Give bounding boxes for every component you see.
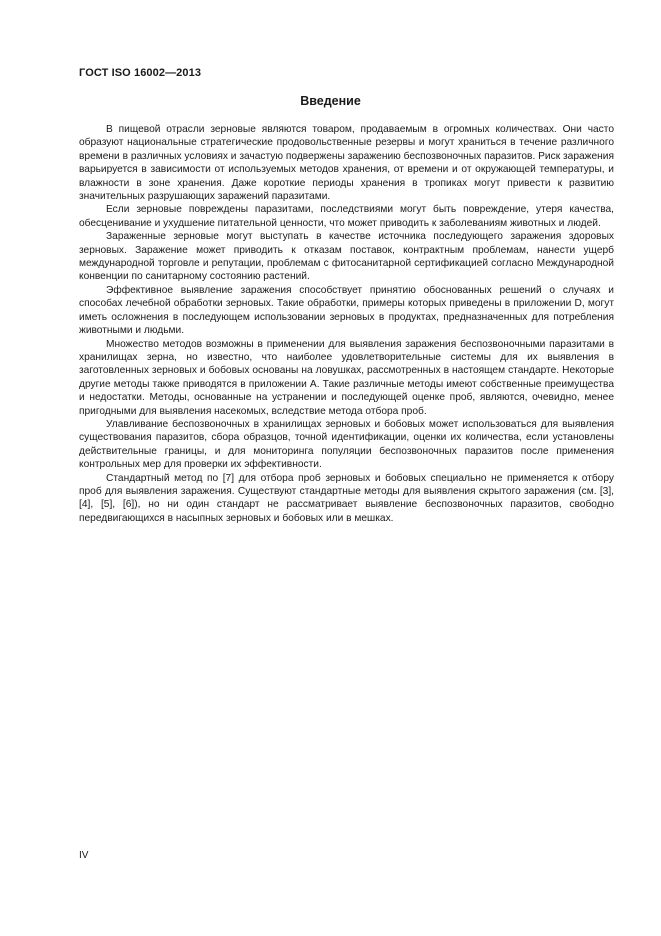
paragraph: Стандартный метод по [7] для отбора проб зерновых и бобовых специально не применяется к отбору проб для выявления заражения. Существуют стандартные методы для выявления скрытого заражения (см. [3], [4], [5], [6]), но ни один стандарт не рассматривает выявление беспозвоночных паразитов, свободно передвигающихся в насыпных зерновых и бобовых или в мешках. bbox=[79, 472, 614, 524]
section-title: Введение bbox=[300, 94, 361, 108]
paragraph: Эффективное выявление заражения способствует принятию обоснованных решений о случаях и способах лечебной обработки зерновых. Такие обработки, примеры которых приведены в приложении D, могут иметь осложнения в последующем использовании зерновых в продуктах, предназначенных для потребления животными и людьми. bbox=[79, 284, 614, 337]
standard-designation: ГОСТ ISO 16002—2013 bbox=[79, 67, 202, 79]
paragraph: Зараженные зерновые могут выступать в качестве источника последующего заражения здоровых зерновых. Заражение может приводить к отказам поставок, контрактным проблемам, нанести ущерб международной торговле и репутации, проблемам с фитосанитарной сертификацией согласно Международной конвенции по санитарному состоянию растений. bbox=[79, 231, 614, 283]
paragraph: Улавливание беспозвоночных в хранилищах зерновых и бобовых может использоваться для выявления существования паразитов, сбора образцов, точной идентификации, оценки их количества, если установлены действительные границы, и для мониторинга популяции беспозвоночных паразитов после применения контрольных мер для проверки их эффективности. bbox=[79, 418, 614, 471]
paragraph: В пищевой отрасли зерновые являются товаром, продаваемым в огромных количествах. Они часто образуют национальные стратегические продовольственные резервы и могут храниться в течение различного времени в различных условиях и зачастую подвержены заражению беспозвоночных паразитов. Риск заражения варьируется в зависимости от используемых методов хранения, от времени и от окружающей температуры, и влажности в зоне хранения. Даже короткие периоды хранения в тропиках могут привести к развитию значительных разрушающих заражений паразитами. bbox=[79, 124, 614, 203]
introduction-body bbox=[79, 123, 614, 525]
page-number: IV bbox=[79, 850, 89, 861]
paragraph: Множество методов возможны в применении для выявления заражения беспозвоночными паразитами в хранилищах зерна, но известно, что наиболее удовлетворительные системы для их выявления в заготовленных зерновых и бобовых основаны на ловушках, рассмотренных в настоящем стандарте. Некоторые другие методы также приводятся в приложении А. Такие различные методы имеют собственные преимущества и недостатки. Методы, основанные на устранении и последующей оценке проб, являются, очевидно, менее пригодными для выявления насекомых, вследствие метода отбора проб. bbox=[79, 338, 614, 417]
paragraph: Если зерновые повреждены паразитами, последствиями могут быть повреждение, утеря качества, обесценивание и ухудшение питательной ценности, что может приводить к заболеваниям животных и людей. bbox=[79, 204, 614, 229]
